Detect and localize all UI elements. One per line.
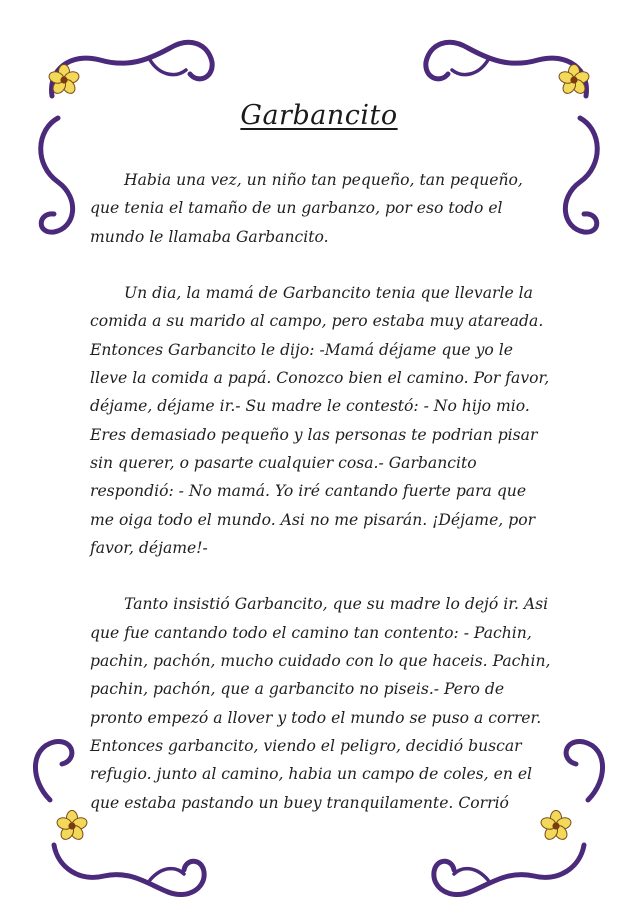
story-body [90, 166, 552, 817]
paragraph: Tanto insistió Garbancito, que su madre lo dejó ir. Asi que fue cantando todo el camino tan contento: - Pachin, pachin, pachón, mucho cuidado con lo que haceis. Pachin, pachin, pachón, que a garbancito no piseis.- Pero de pronto empezó a llover y todo el mundo se puso a correr. Entonces garbancito, viendo el peligro, decidió buscar refugio. junto al camino, habia un campo de coles, en el que estaba pastando un buey tranquilamente. Corrió [90, 595, 551, 812]
paragraph: Habia una vez, un niño tan pequeño, tan pequeño, que tenia el tamaño de un garbanzo, por eso todo el mundo le llamaba Garbancito. [90, 171, 523, 246]
paragraph: Un dia, la mamá de Garbancito tenia que llevarle la comida a su marido al campo, pero estaba muy atareada. Entonces Garbancito le dijo: -Mamá déjame que yo le lleve la comida a papá. Conozco bien el camino. Por favor, déjame, déjame ir.- Su madre le contestó: - No hijo mio. Eres demasiado pequeño y las personas te podrian pisar sin querer, o pasarte cualquier cosa.- Garbancito respondió: - No mamá. Yo iré cantando fuerte para que me oiga todo el mundo. Asi no me pisarán. ¡Déjame, por favor, déjame!- [90, 284, 550, 557]
page-title: Garbancito [240, 100, 398, 131]
flower-icon [56, 811, 89, 842]
